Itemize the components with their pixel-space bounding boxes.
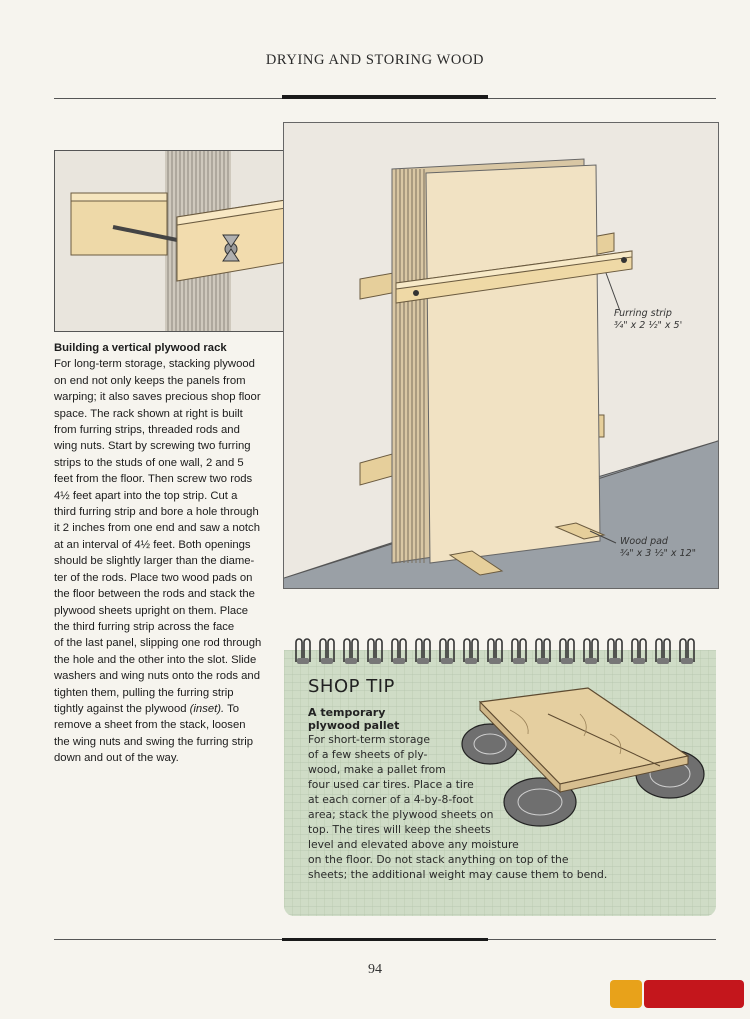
footer-rule-accent bbox=[282, 938, 488, 941]
shop-tip-line: level and elevated above any moisture bbox=[308, 838, 519, 851]
shop-tip-line: at each corner of a 4-by-8-foot bbox=[308, 793, 474, 806]
body-line: 4½ feet apart into the top strip. Cut a bbox=[54, 489, 238, 502]
watermark-logo bbox=[608, 976, 748, 1012]
body-line: it 2 inches from one end and saw a notch bbox=[54, 522, 260, 535]
plywood-stack bbox=[392, 159, 600, 563]
wall-furring-strip bbox=[71, 193, 167, 255]
page-number: 94 bbox=[368, 962, 382, 977]
shop-tip-line: sheets; the additional weight may cause them to bend. bbox=[308, 868, 608, 881]
inset-reference: (inset). bbox=[189, 702, 225, 715]
shop-tip-title: SHOP TIP bbox=[308, 676, 395, 697]
running-header: DRYING AND STORING WOOD bbox=[265, 52, 485, 68]
shop-tip-line: For short-term storage bbox=[308, 733, 431, 746]
shop-tip-line: top. The tires will keep the sheets bbox=[308, 823, 491, 836]
shop-tip-subtitle: A temporary plywood pallet bbox=[308, 706, 400, 732]
body-line: For long-term storage, stacking plywood bbox=[54, 358, 255, 371]
body-line: should be slightly larger than the diame- bbox=[54, 555, 255, 568]
body-line: wing nuts. Start by screwing two furring bbox=[54, 440, 251, 453]
body-line: tighten them, pulling the furring strip bbox=[54, 686, 234, 699]
body-line: ter of the rods. Place two wood pads on bbox=[54, 571, 253, 584]
inset-illustration bbox=[54, 150, 308, 332]
body-line: the hole and the other into the slot. Slide bbox=[54, 653, 257, 666]
body-line: down and out of the way. bbox=[54, 752, 179, 765]
body-line: the floor between the rods and stack the bbox=[54, 588, 255, 601]
shop-tip-body bbox=[308, 732, 628, 882]
shop-tip-line: area; stack the plywood sheets on bbox=[308, 808, 494, 821]
wood-pad-label: Wood pad bbox=[620, 536, 668, 547]
body-line: the wing nuts and swing the furring strip bbox=[54, 735, 254, 748]
shop-tip-line: of a few sheets of ply- bbox=[308, 748, 428, 761]
body-line: remove a sheet from the stack, loosen bbox=[54, 719, 246, 732]
shop-tip-box bbox=[284, 636, 716, 916]
body-line: warping; it also saves precious shop floor bbox=[54, 391, 261, 404]
wood-pad-callout bbox=[620, 536, 696, 560]
header-rule-accent bbox=[282, 95, 488, 99]
plywood-rack-illustration bbox=[283, 122, 719, 589]
body-line: the third furring strip across the face bbox=[54, 620, 235, 633]
body-line: from furring strips, threaded rods and bbox=[54, 424, 240, 437]
section-heading: Building a vertical plywood rack bbox=[54, 342, 227, 354]
body-text bbox=[54, 340, 276, 767]
body-line: washers and wing nuts onto the rods and bbox=[54, 670, 260, 683]
shop-tip-line: wood, make a pallet from bbox=[308, 763, 446, 776]
furring-strip-callout bbox=[614, 308, 682, 332]
spiral-binding bbox=[284, 636, 716, 666]
shop-tip-line: on the floor. Do not stack anything on top of the bbox=[308, 853, 569, 866]
furring-strip-label: Furring strip bbox=[614, 308, 672, 319]
body-line: plywood sheets upright on them. Place bbox=[54, 604, 249, 617]
wing-nut bbox=[223, 235, 239, 261]
body-line: on end not only keeps the panels from bbox=[54, 374, 246, 387]
body-line: feet from the floor. Then screw two rods bbox=[54, 473, 253, 486]
body-line: space. The rack shown at right is built bbox=[54, 407, 243, 420]
furring-strip-dimensions: ³⁄₄" x 2 ¹⁄₂" x 5' bbox=[614, 320, 683, 331]
shop-tip-line: four used car tires. Place a tire bbox=[308, 778, 474, 791]
body-line: third furring strip and bore a hole through bbox=[54, 506, 259, 519]
body-line: of the last panel, slipping one rod through bbox=[54, 637, 262, 650]
body-line: tightly against the plywood (inset). To bbox=[54, 702, 240, 715]
body-line: strips to the studs of one wall, 2 and 5 bbox=[54, 456, 244, 469]
wood-pad-dimensions: ³⁄₄" x 3 ¹⁄₂" x 12" bbox=[620, 548, 696, 559]
body-line: at an interval of 4½ feet. Both openings bbox=[54, 538, 251, 551]
